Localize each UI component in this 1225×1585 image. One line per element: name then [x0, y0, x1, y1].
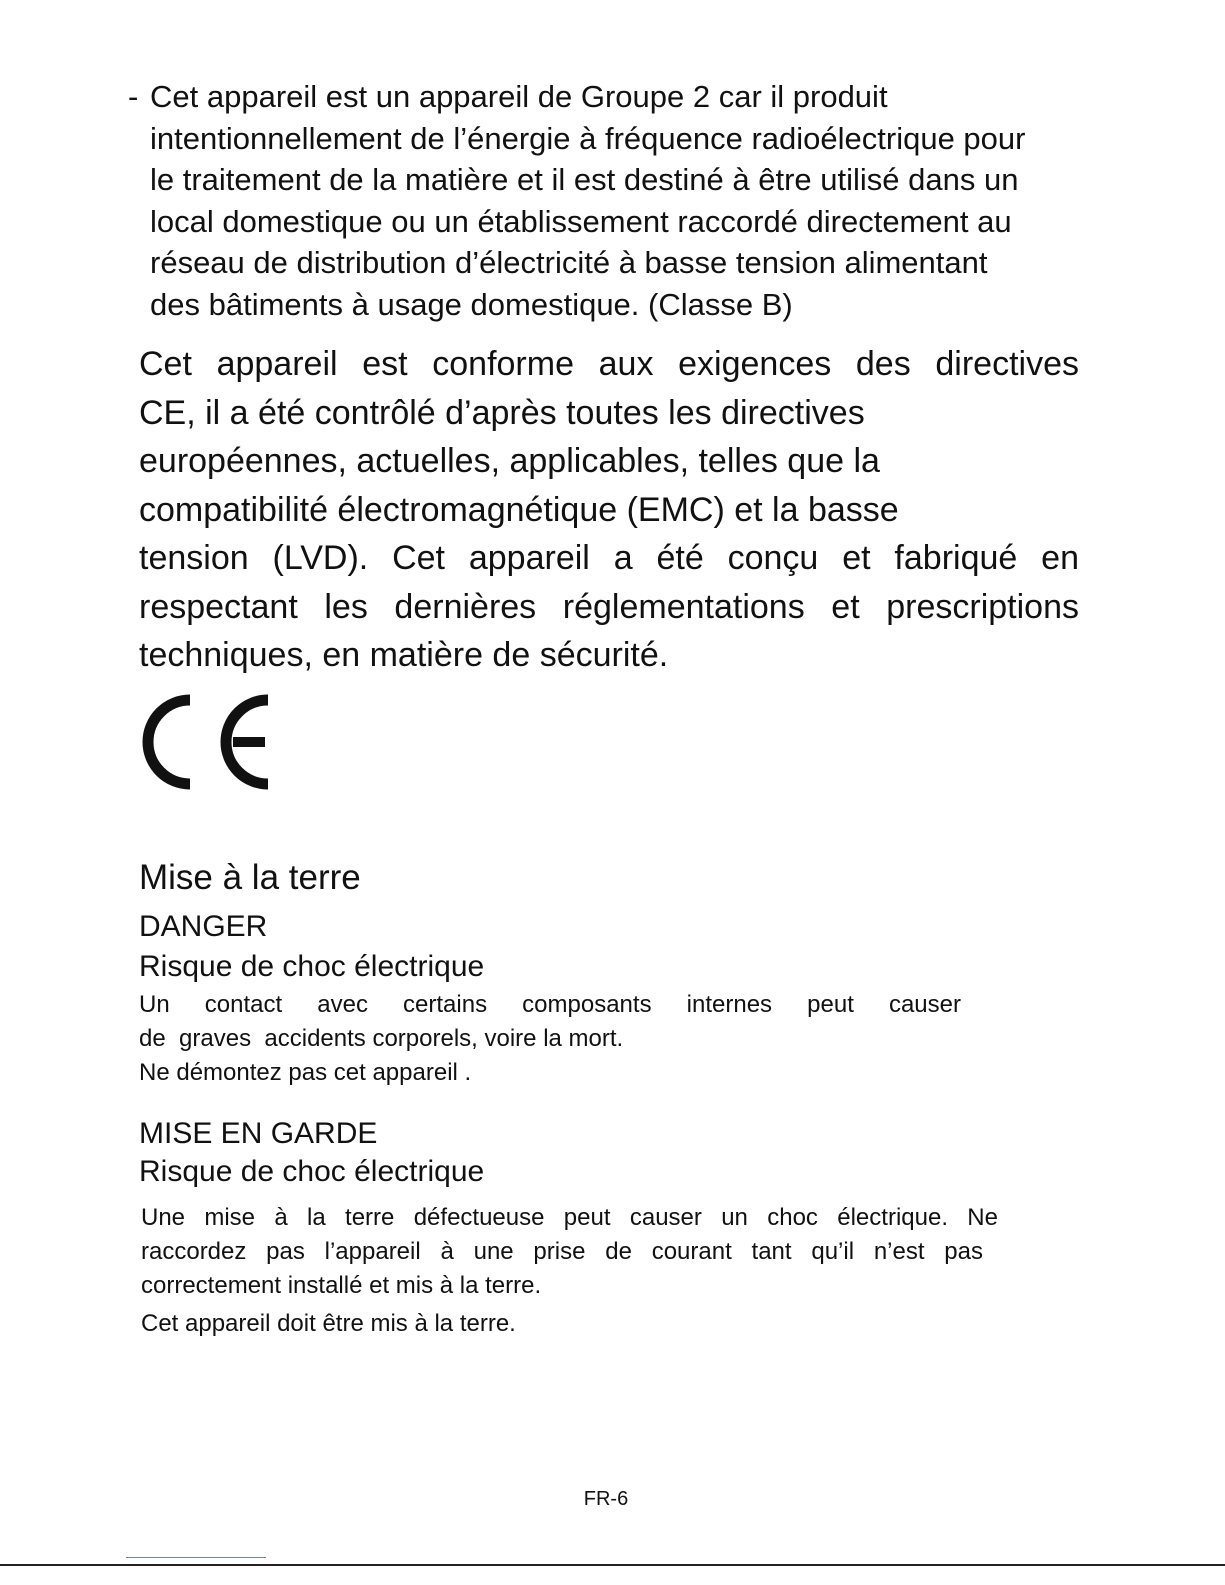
bullet-dash: -: [128, 79, 139, 114]
danger-text: [139, 988, 961, 1090]
ce-conformity-paragraph: [139, 340, 1079, 680]
note-line: le traitement de la matière et il est destiné à être utilisé dans un: [150, 162, 1019, 197]
danger-heading: DANGER: [139, 910, 268, 943]
danger-line: de graves accidents corporels, voire la mort.: [139, 1025, 624, 1052]
grounding-title: Mise à la terre: [139, 858, 361, 897]
note-line: réseau de distribution d’électricité à basse tension alimentant: [150, 245, 988, 280]
conformity-line: européennes, actuelles, applicables, telles que la: [139, 442, 880, 480]
warning-line: raccordez pas l’appareil à une prise de courant tant qu’il n’est pas: [141, 1238, 983, 1265]
bottom-edge-mark: [126, 1557, 266, 1558]
note-line: Cet appareil est un appareil de Groupe 2 car il produit: [150, 79, 888, 114]
conformity-line: Cet appareil est conforme aux exigences des directives: [139, 345, 1079, 383]
warning-line: Cet appareil doit être mis à la terre.: [141, 1310, 516, 1337]
note-line: local domestique ou un établissement raccordé directement au: [150, 203, 1012, 239]
warning-heading: MISE EN GARDE: [139, 1117, 378, 1150]
ce-mark-icon: [138, 692, 278, 792]
danger-line: Un contact avec certains composants internes peut causer: [139, 991, 961, 1018]
bottom-rule: [0, 1564, 1225, 1566]
conformity-line: CE, il a été contrôlé d’après toutes les directives: [139, 393, 865, 432]
warning-text: [141, 1201, 998, 1341]
group-2-classification-note: [128, 76, 1128, 325]
conformity-line: respectant les dernières réglementations et prescriptions: [139, 587, 1079, 626]
page-number: FR-6: [583, 1488, 629, 1510]
danger-line: Ne démontez pas cet appareil .: [139, 1059, 472, 1086]
note-line: des bâtiments à usage domestique. (Classe B): [150, 286, 793, 322]
danger-subheading: Risque de choc électrique: [139, 950, 485, 983]
conformity-line: compatibilité électromagnétique (EMC) et la basse: [139, 490, 899, 529]
conformity-line: tension (LVD). Cet appareil a été conçu et fabriqué en: [139, 539, 1079, 577]
conformity-line: techniques, en matière de sécurité.: [139, 636, 669, 674]
warning-line: Une mise à la terre défectueuse peut causer un choc électrique. Ne: [141, 1204, 998, 1231]
note-line: intentionnellement de l’énergie à fréquence radioélectrique pour: [150, 120, 1026, 156]
warning-subheading: Risque de choc électrique: [139, 1155, 485, 1188]
warning-line: correctement installé et mis à la terre.: [141, 1272, 542, 1299]
